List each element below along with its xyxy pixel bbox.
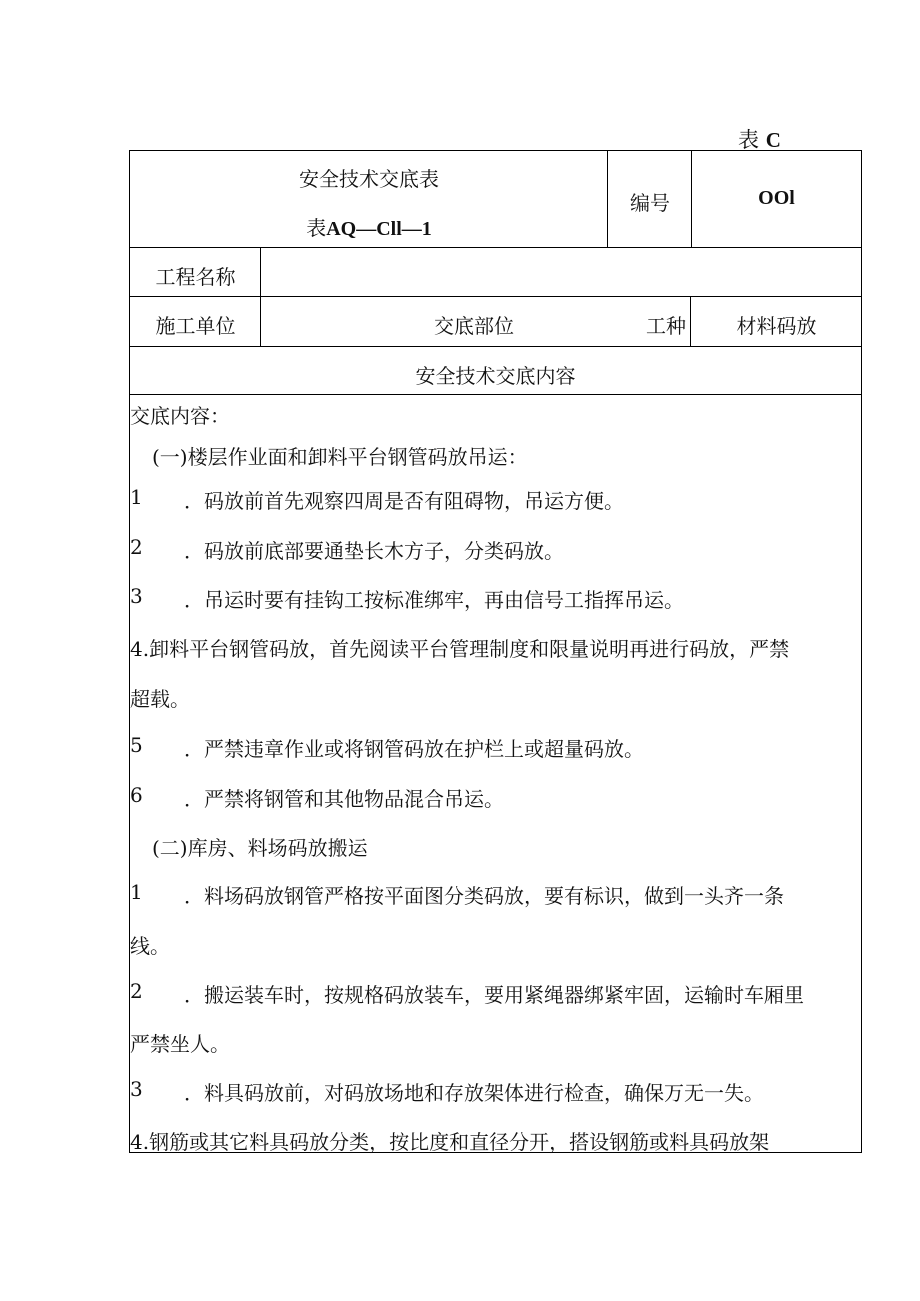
item-number: 5 — [130, 733, 143, 757]
number-value-cell — [692, 151, 861, 248]
construction-unit-label-cell — [130, 297, 261, 347]
form-label-prefix: 表 — [738, 128, 759, 152]
item-text: ．码放前首先观察四周是否有阻碍物，吊运方便。 — [184, 489, 624, 513]
item-number: 3 — [130, 584, 143, 608]
work-type-value: 材料码放 — [736, 314, 817, 338]
form-label-code: C — [765, 128, 781, 152]
number-value: OOl — [758, 187, 795, 209]
item-number: 1 — [130, 485, 143, 509]
number-label-cell — [608, 151, 692, 248]
item-text: ．吊运时要有挂钩工按标准绑牢，再由信号工指挥吊运。 — [184, 588, 684, 612]
header-title-cell — [130, 151, 608, 248]
form-title: 安全技术交底表 — [299, 167, 439, 191]
item-number: 1 — [130, 880, 143, 904]
item-text: ．料具码放前，对码放场地和存放架体进行检查，确保万无一失。 — [184, 1081, 764, 1105]
number-label: 编号 — [630, 191, 670, 215]
safety-disclosure-form — [129, 150, 862, 1153]
disclosure-part-label: 交底部位 — [434, 314, 514, 338]
item-text: ．料场码放钢管严格按平面图分类码放，要有标识，做到一头齐一条 — [184, 884, 784, 908]
work-type-label: 工种 — [646, 314, 686, 338]
s2-item1-line2: 线。 — [130, 934, 170, 958]
disclosure-part-cell — [261, 297, 690, 347]
form-code-prefix: 表 — [306, 216, 327, 240]
form-code-value: AQ—Cll—1 — [326, 218, 432, 240]
project-name-value-cell — [261, 248, 861, 297]
form-code — [130, 212, 608, 241]
item-number: 2 — [130, 535, 143, 559]
content-section-title: 安全技术交底内容 — [415, 364, 576, 388]
s1-item4-line1: 4.卸料平台钢管码放，首先阅读平台管理制度和限量说明再进行码放，严禁 — [130, 637, 790, 661]
content-section-title-cell — [130, 347, 861, 395]
content-intro: 交底内容： — [130, 404, 230, 428]
project-name-label: 工程名称 — [155, 265, 236, 289]
item-number: 2 — [130, 979, 143, 1003]
item-text: ．搬运装车时，按规格码放装车，要用紧绳器绑紧牢固，运输时车厢里 — [184, 983, 804, 1007]
section2-title: (二)库房、料场码放搬运 — [152, 836, 368, 860]
item-text: ．严禁违章作业或将钢管码放在护栏上或超量码放。 — [184, 737, 644, 761]
s2-item2-line2: 严禁坐人。 — [130, 1032, 230, 1056]
s1-item4-line2: 超载。 — [130, 687, 190, 711]
work-type-value-cell — [690, 297, 861, 347]
s2-item4-line1: 4.钢筋或其它料具码放分类，按比度和直径分开，搭设钢筋或料具码放架 — [130, 1130, 770, 1154]
item-number: 6 — [130, 783, 143, 807]
project-name-label-cell — [130, 248, 261, 297]
construction-unit-label: 施工单位 — [155, 314, 236, 338]
item-text: ．码放前底部要通垫长木方子，分类码放。 — [184, 539, 564, 563]
section1-title: (一)楼层作业面和卸料平台钢管码放吊运： — [152, 445, 528, 469]
item-number: 3 — [130, 1077, 143, 1101]
item-text: ．严禁将钢管和其他物品混合吊运。 — [184, 787, 504, 811]
